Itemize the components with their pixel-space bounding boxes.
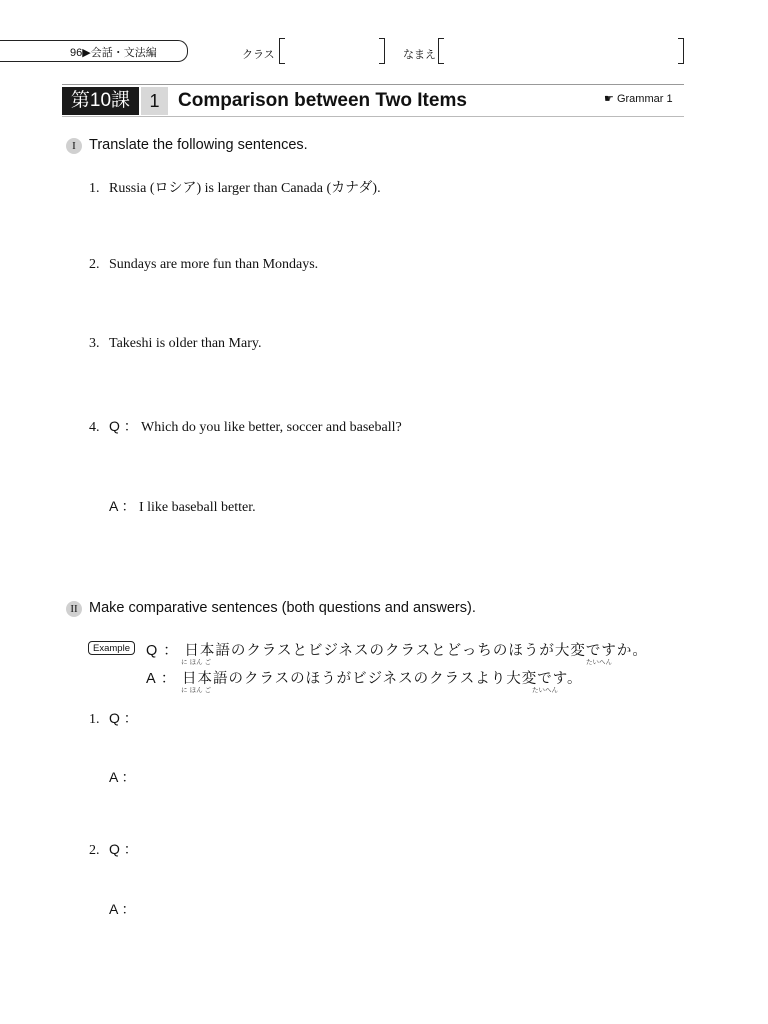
header-divider <box>62 84 684 85</box>
example-label: Example <box>88 641 135 655</box>
lesson-title: Comparison between Two Items <box>178 90 467 111</box>
item-text: Russia (ロシア) is larger than Canada (カナダ). <box>109 181 381 196</box>
question-label: Q ： <box>109 710 138 726</box>
class-field-bracket-right <box>379 38 385 64</box>
example-answer-text: 日本語のクラスのほうがビジネスのクラスより大変です。 <box>182 671 583 687</box>
item-text: I like baseball better. <box>138 500 256 515</box>
title-divider <box>62 116 684 117</box>
example-answer <box>146 667 583 688</box>
list-item <box>109 496 256 516</box>
question-label: Q ： <box>109 841 138 857</box>
page-reference: 96▶会話・文法編 <box>70 47 157 59</box>
item-number: 2. <box>89 257 100 272</box>
furigana-taihen: たいへん <box>532 686 558 694</box>
grammar-reference <box>604 92 673 105</box>
answer-area-1[interactable] <box>108 200 678 250</box>
furigana-nihongo: に ほん ご <box>181 658 212 666</box>
lesson-badge: 第10課 <box>62 87 139 115</box>
furigana-taihen: たいへん <box>586 658 612 666</box>
class-field[interactable] <box>285 38 379 64</box>
list-item <box>89 257 318 273</box>
list-item <box>89 839 138 859</box>
item-number: 1. <box>89 712 100 727</box>
a2-input[interactable] <box>140 895 680 919</box>
list-item <box>109 899 135 919</box>
example-question <box>146 639 648 660</box>
item-number: 2. <box>89 843 100 858</box>
item-number: 4. <box>89 420 100 435</box>
section-2-marker: II <box>66 601 82 617</box>
section-1-marker: I <box>66 138 82 154</box>
list-item <box>109 767 135 787</box>
lesson-number: 1 <box>141 87 168 115</box>
item-text: Which do you like better, soccer and baseball? <box>141 420 402 435</box>
item-text: Takeshi is older than Mary. <box>109 336 262 351</box>
list-item <box>89 708 138 728</box>
q1-input[interactable] <box>140 704 680 728</box>
grammar-reference-label: Grammar 1 <box>616 93 673 105</box>
answer-area-2[interactable] <box>108 280 678 330</box>
answer-label: A ： <box>109 769 136 785</box>
list-item <box>89 336 261 352</box>
q2-input[interactable] <box>140 835 680 859</box>
name-field-bracket-right <box>678 38 684 64</box>
answer-label: A ： <box>109 498 136 514</box>
name-label: なまえ <box>403 49 436 61</box>
section-1-instruction: Translate the following sentences. <box>89 137 308 153</box>
list-item <box>89 416 402 436</box>
item-text: Sundays are more fun than Mondays. <box>109 257 319 272</box>
question-label: Q ： <box>109 418 138 434</box>
answer-label: A ： <box>146 671 177 687</box>
question-label: Q ： <box>146 643 179 659</box>
list-item <box>89 177 381 197</box>
class-label: クラス <box>242 49 275 61</box>
answer-area-4[interactable] <box>108 520 678 580</box>
answer-label: A ： <box>109 901 136 917</box>
a1-input[interactable] <box>140 763 680 787</box>
furigana-nihongo: に ほん ご <box>181 686 212 694</box>
pointing-hand-icon: ☛ <box>604 93 614 105</box>
section-2-instruction: Make comparative sentences (both questions and answers). <box>89 600 476 616</box>
name-field[interactable] <box>444 38 678 64</box>
item-number: 1. <box>89 181 100 196</box>
item-number: 3. <box>89 336 100 351</box>
answer-area-3[interactable] <box>108 360 678 410</box>
example-question-text: 日本語のクラスとビジネスのクラスとどっちのほうが大変ですか。 <box>184 643 648 659</box>
